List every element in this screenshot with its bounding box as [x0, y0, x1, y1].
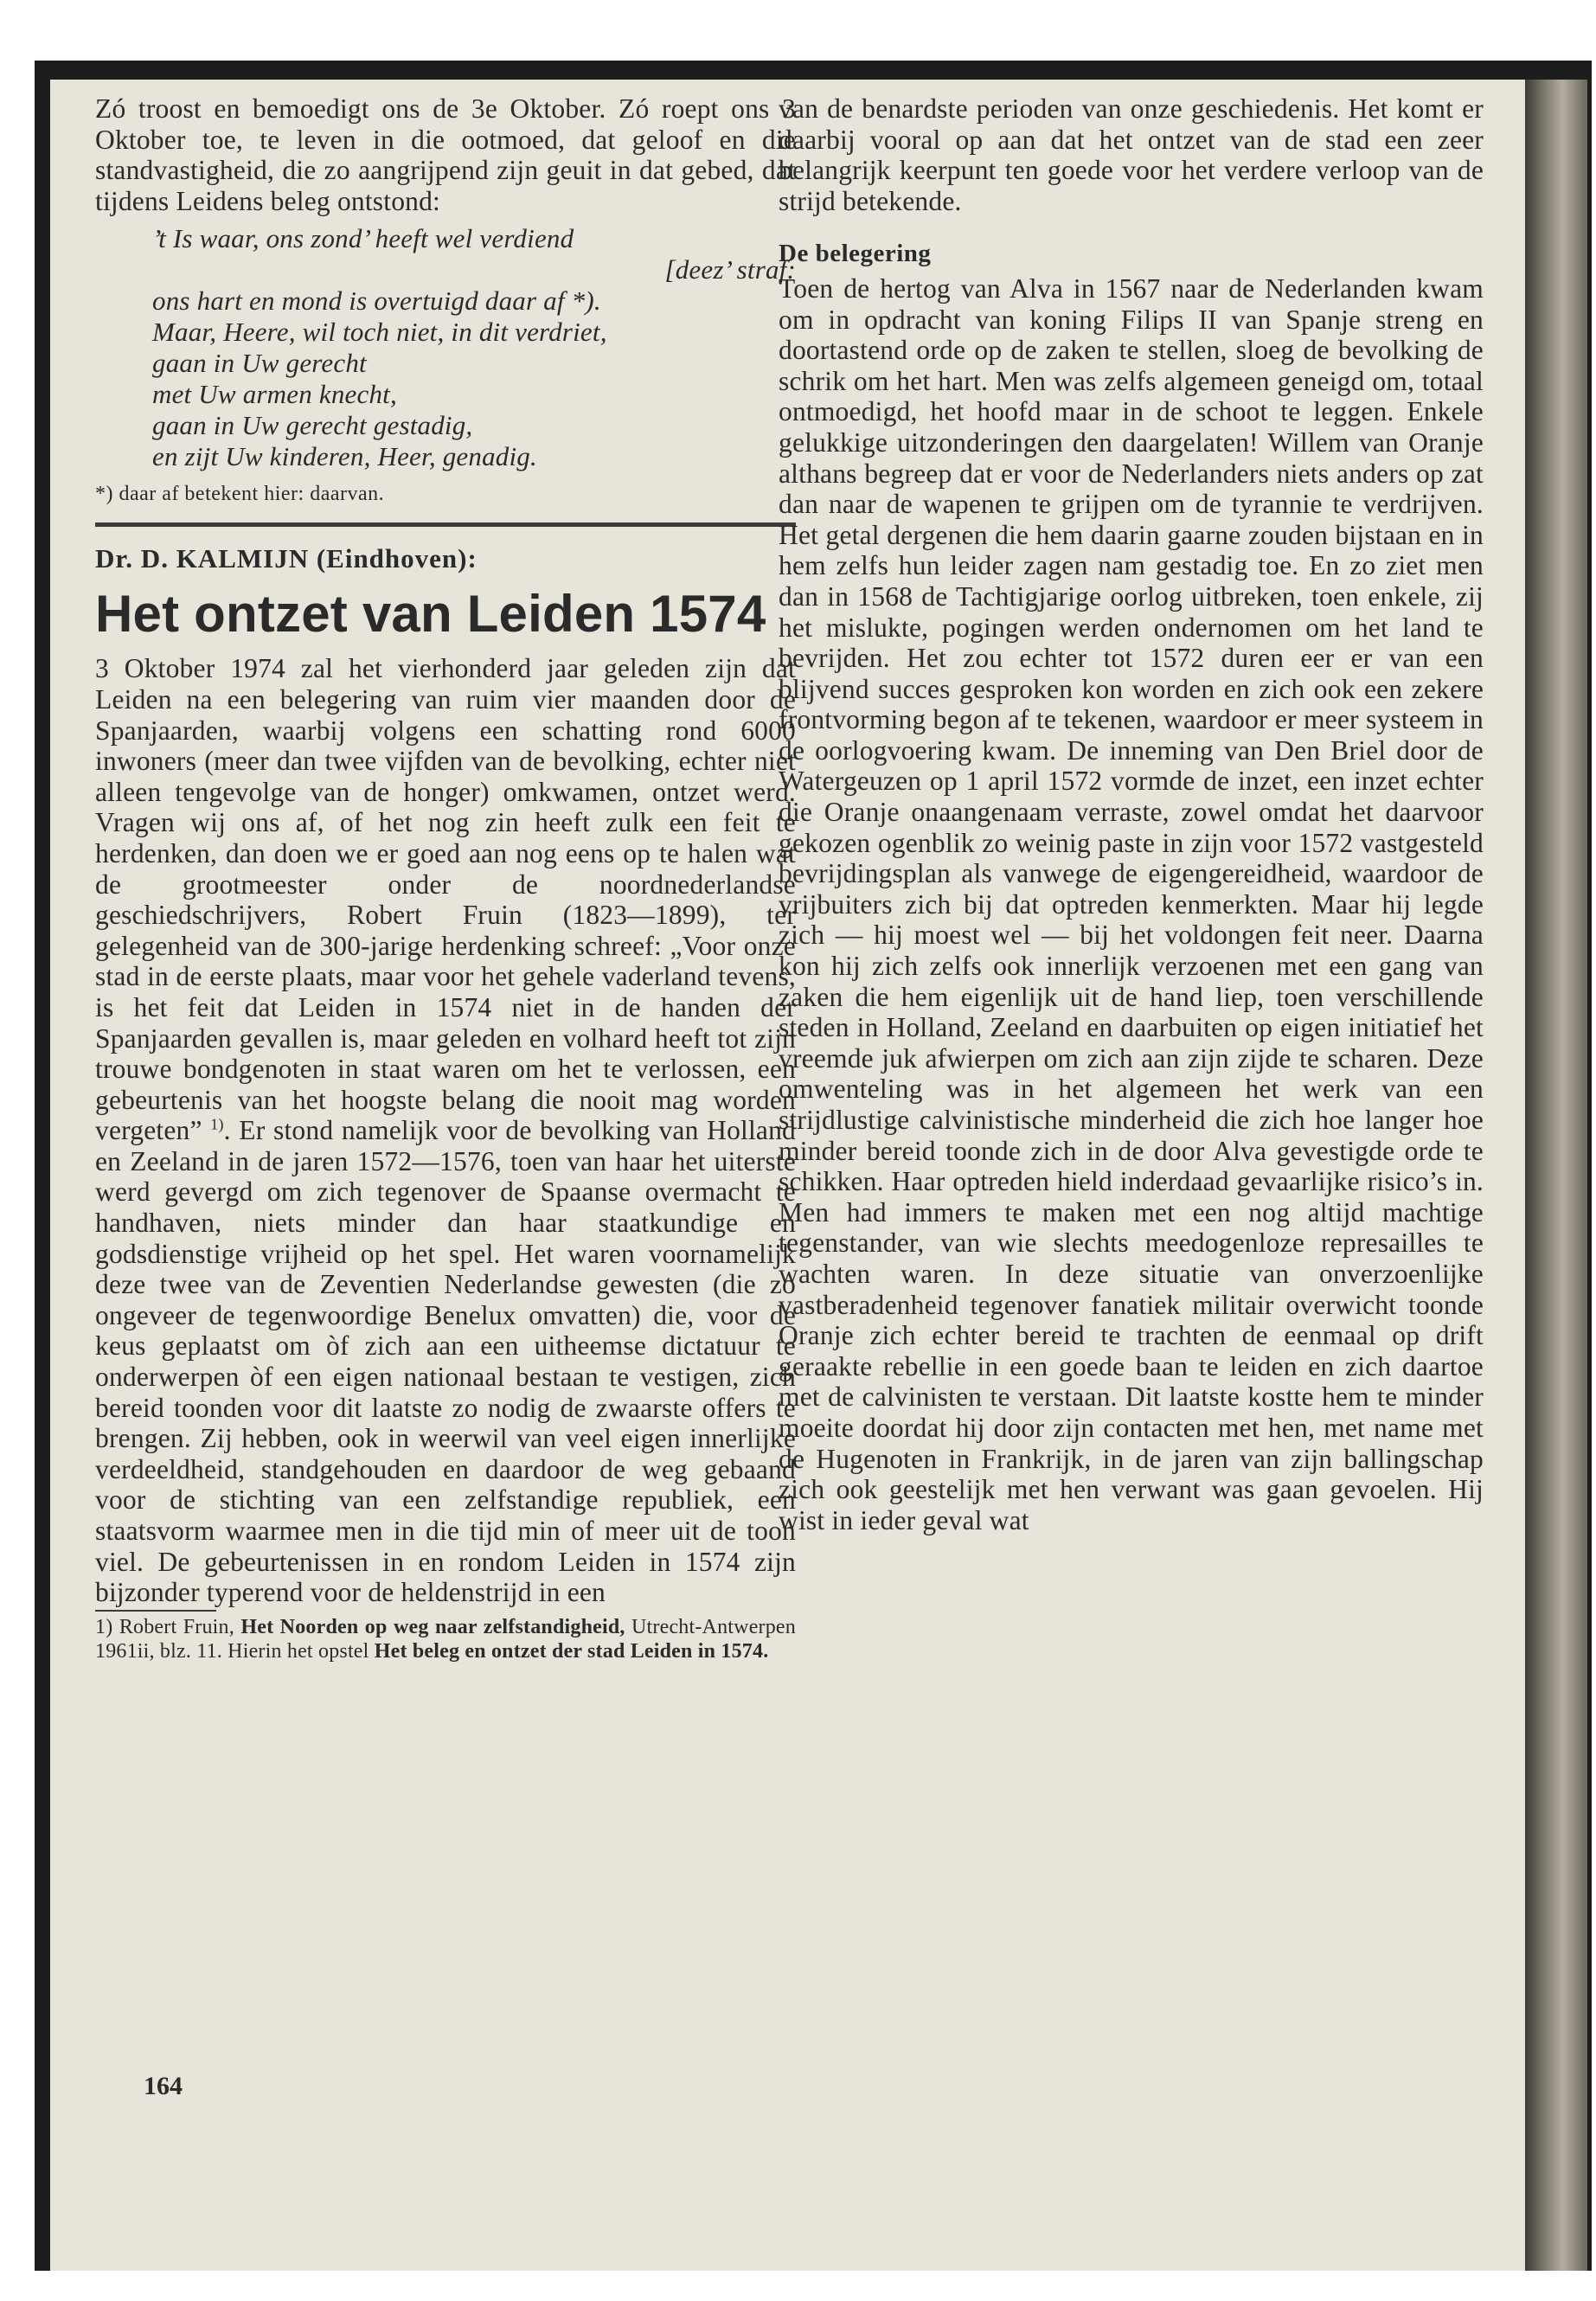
footnote-divider — [95, 1610, 216, 1612]
footnote-author: Robert Fruin, — [119, 1615, 234, 1638]
poem-line: Maar, Heere, wil toch niet, in dit verdriet, — [152, 317, 607, 348]
section-heading: De belegering — [779, 240, 932, 268]
section-body: Toen de hertog van Alva in 1567 naar de Nederlanden kwam om in opdracht van koning Filips II van Spanje streng en doortastend orde op de zaken te stellen, sloeg de bevolking de schrik om het hart. Men was zelfs algemeen geneigd om, totaal ontmoedigd, het hoofd maar in de schoot te leggen. Enkele gelukkige uitzonderingen den daargelaten! Willem van Oranje althans begreep dat er voor de Nederlanders niets anders op zat dan naar de wapenen te grijpen om de tyrannie te verdrijven. Het getal dergenen die hem daarin gaarne zouden bijstaan en in hem zelfs hun leider zagen nam gestadig toe. En zo ziet men dan in 1568 de Tachtigjarige oorlog uitbreken, toen enkele, zij het mislukte, pogingen werden ondernomen om het land te bevrijden. Het zou echter tot 1572 duren eer er van een blijvend succes gesproken kon worden en zich ook een zekere frontvorming begon af te tekenen, waardoor er meer systeem in de oorlogvoering kwam. De inneming van Den Briel door de Watergeuzen op 1 april 1572 vormde de inzet, een inzet echter die Oranje onaangenaam verraste, zowel omdat het daarvoor gekozen ogenblik zo weinig paste in zijn voor 1572 vastgesteld bevrijdingsplan als vanwege de eigengereidheid, waardoor de vrijbuiters zich bij dat optreden kenmerkten. Maar hij legde zich — hij moest wel — bij het voldongen feit neer. Daarna kon hij zich zelfs ook innerlijk verzoenen met een gang van zaken die hem eigenlijk uit de hand liep, toen verschillende steden in Holland, Zeeland en daarbuiten op eigen initiatief het vreemde juk afwierpen om zich aan zijn zijde te scharen. Deze omwenteling was in het algemeen het werk van een strijdlustige calvinistische minderheid die zich hoe langer hoe minder bereid toonde zich in de door Alva gevestigde orde te schikken. Haar optreden hield inderdaad gevaarlijke risico’s in. Men had immers te maken met een nog altijd machtige tegenstander, van wie slechts meedogenloze represailles te wachten waren. In deze situatie van onverzoenlijke vastberadenheid tegenover fanatiek militair overwicht toonde Oranje zich echter bereid te trachten de eenmaal op drift geraakte rebellie in een goede baan te leiden en zich daartoe met de calvinisten te verstaan. Dit laatste kostte hem te minder moeite doordat hij door zijn contacten met hen, met name met de Hugenoten in Frankrijk, in de jaren van zijn ballingschap zich ook geestelijk met hen verwant was gaan gevoelen. Hij wist in ieder geval wat — [779, 272, 1484, 1535]
left-column — [95, 93, 796, 1663]
poem-line: ons hart en mond is overtuigd daar af *). — [152, 285, 601, 317]
poem-line: ’t Is waar, ons zond’ heeft wel verdiend — [152, 223, 574, 254]
footnote-essay: Het beleg en ontzet der stad Leiden in 1574. — [374, 1639, 769, 1663]
prayer-poem — [152, 223, 796, 472]
page-number: 164 — [144, 2072, 183, 2100]
article-title: Het ontzet van Leiden 1574 — [95, 585, 766, 644]
footnote-mark: 1) — [95, 1615, 113, 1638]
section-divider — [95, 522, 796, 527]
body-text: 3 Oktober 1974 zal het vierhonderd jaar geleden zijn dat Leiden na een belegering van ruim vier maanden door de Spanjaarden, waarbij volgens een schatting rond 6000 inwoners (meer dan twee vijfden van de bevolking, echter niet alleen tengevolge van de honger) omkwamen, ontzet werd. Vragen wij ons af, of het nog zin heeft zulk een feit te herdenken, dan doen we er goed aan nog eens op te halen wat de grootmeester onder de noordnederlandse geschiedschrijvers, Robert Fruin (1823—1899), ter gelegenheid van de 300-jarige herdenking schreef: „Voor onze stad in de eerste plaats, maar voor het gehele vaderland tevens, is het feit dat Leiden in 1574 niet in de handen der Spanjaarden gevallen is, maar geleden en volhard heeft tot zijn trouwe bondgenoten in staat waren om het te verlossen, een gebeurtenis van het hoogste belang die nooit mag worden vergeten” — [95, 653, 796, 1146]
poem-line: [deez’ straf: — [664, 254, 796, 285]
article-body — [95, 653, 796, 1607]
poem-note: *) daar af betekent hier: daarvan. — [95, 483, 385, 506]
right-column — [779, 93, 1484, 1535]
continued-paragraph: van de benardste perioden van onze geschiedenis. Het komt er daarbij vooral op aan dat het ontzet van de stad een zeer belangrijk keerpunt ten goede voor het verdere verloop van de strijd betekende. — [779, 93, 1484, 216]
poem-line: gaan in Uw gerecht gestadig, — [152, 410, 473, 441]
footnote-pub: Utrecht-Antwerpen 1961ii, blz. 11. Hierin het opstel — [95, 1615, 796, 1663]
footnote-ref: 1) — [210, 1115, 224, 1133]
body-text: . Er stond namelijk voor de bevolking van Holland en Zeeland in de jaren 1572—1576, toen van haar het uiterste werd gevergd om zich tegenover de Spaanse overmacht te handhaven, niets minder dan haar staatkundige en godsdienstige vrijheid op het spel. Het waren voornamelijk deze twee van de Zeventien Nederlandse gewesten (die zo ongeveer de tegenwoordige Benelux omvatten) die, voor de keus geplaatst om òf zich aan een uitheemse dictatuur te onderwerpen òf een eigen nationaal bestaan te vestigen, zich bereid toonden voor dit laatste zo nodig de zwaarste offers te brengen. Zij hebben, ook in weerwil van veel eigen innerlijke verdeeldheid, standgehouden en daardoor de weg gebaand voor de stichting van een zelfstandige republiek, een staatsvorm waarmee men in die tijd min of meer uit de toon viel. De gebeurtenissen in en rondom Leiden in 1574 zijn bijzonder typerend voor de heldenstrijd in een — [95, 1115, 797, 1608]
intro-paragraph: Zó troost en bemoedigt ons de 3e Oktober. Zó roept ons 3 Oktober toe, te leven in die ootmoed, dat geloof en die standvastigheid, die zo aangrijpend zijn geuit in dat gebed, dat tijdens Leidens beleg ontstond: — [95, 93, 796, 216]
footnote — [95, 1615, 796, 1663]
author-byline: Dr. D. KALMIJN (Eindhoven): — [95, 543, 478, 574]
poem-line: met Uw armen knecht, — [152, 379, 397, 410]
poem-line: gaan in Uw gerecht — [152, 348, 367, 379]
footnote-work: Het Noorden op weg naar zelfstandigheid, — [240, 1615, 625, 1638]
page-edge — [1525, 80, 1587, 2271]
poem-line: en zijt Uw kinderen, Heer, genadig. — [152, 441, 537, 472]
